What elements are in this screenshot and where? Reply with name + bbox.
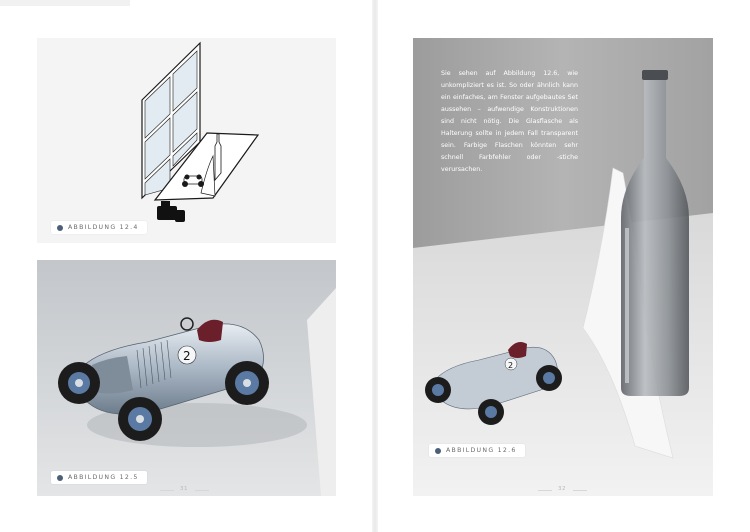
caption-text: ABBILDUNG 12.5 bbox=[68, 474, 139, 481]
wheel bbox=[118, 397, 162, 441]
figure-caption bbox=[51, 221, 147, 234]
caption-text: ABBILDUNG 12.6 bbox=[446, 447, 517, 454]
car-number: 2 bbox=[183, 349, 191, 363]
figure-caption bbox=[429, 444, 525, 457]
car-number: 2 bbox=[508, 361, 514, 370]
folio-rule bbox=[573, 490, 587, 491]
folio-rule bbox=[160, 490, 174, 491]
wheel bbox=[225, 361, 269, 405]
folio-rule bbox=[538, 490, 552, 491]
caption-dot-icon bbox=[435, 448, 441, 454]
caption-dot-icon bbox=[57, 225, 63, 231]
body-text: Sie sehen auf Abbildung 12.6, wie unkompliziert es ist. So oder ähnlich kann ein einfaches, am Fenster aufgebautes Set aussehen – aufwendige Konstruktionen sind nicht nötig. Die Glasflasche als Halterung sollte in jedem Fall transparent sein. Farbige Flaschen könnten sehr schnell Farbfehler oder -stiche verursachen. bbox=[441, 70, 578, 173]
caption-text: ABBILDUNG 12.4 bbox=[68, 224, 139, 231]
window-setup-diagram bbox=[37, 38, 336, 243]
caption-dot-icon bbox=[57, 475, 63, 481]
camera-icon bbox=[157, 201, 185, 222]
folio-rule bbox=[195, 490, 209, 491]
top-edge bbox=[0, 0, 130, 6]
wheel bbox=[58, 362, 100, 404]
figure-12-4 bbox=[37, 38, 336, 243]
figure-12-6 bbox=[413, 38, 713, 496]
page-number-right: 32 bbox=[558, 486, 566, 492]
figure-caption bbox=[51, 471, 147, 484]
page-number-left: 31 bbox=[180, 486, 188, 492]
figure-12-5 bbox=[37, 260, 336, 496]
page-gutter bbox=[372, 0, 378, 532]
race-car-photo bbox=[37, 260, 336, 496]
